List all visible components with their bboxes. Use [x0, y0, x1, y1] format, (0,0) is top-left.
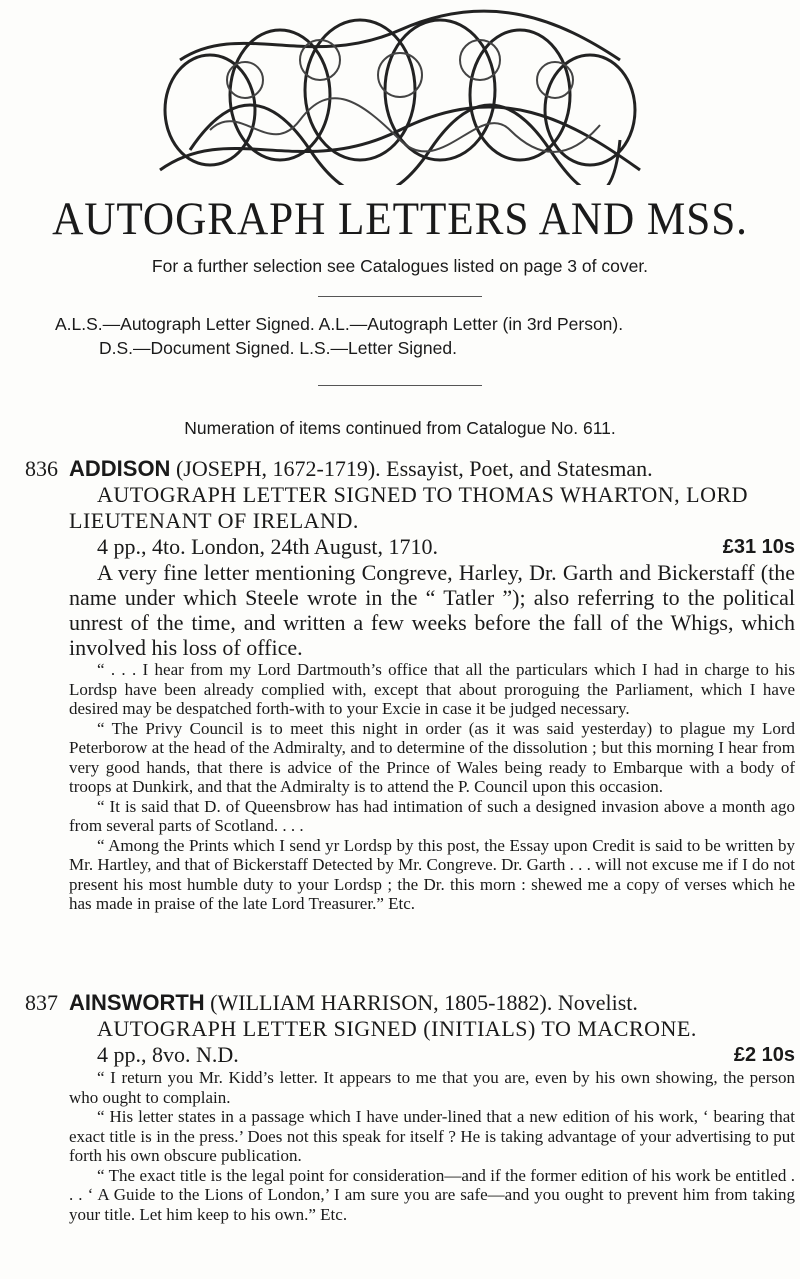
item-price: £31 10s [722, 536, 795, 558]
author-details: (JOSEPH, 1672-1719). Essayist, Poet, and Statesman. [170, 456, 653, 481]
author-details: (WILLIAM HARRISON, 1805-1882). Novelist. [204, 990, 638, 1015]
abbreviations-line-1: A.L.S.—Autograph Letter Signed. A.L.—Autograph Letter (in 3rd Person). [55, 314, 624, 334]
numeration-note: Numeration of items continued from Catalogue No. 611. [184, 418, 616, 438]
item-description: A very fine letter mentioning Congreve, Harley, Dr. Garth and Bickerstaff (the name under which Steele wrote in the “ Tatler ”); also referring to the political unrest of the time, and written a few weeks before the fall of the Whigs, which involved his loss of office. [69, 560, 795, 660]
item-format: 4 pp., 4to. London, 24th August, 1710. [97, 534, 439, 559]
item-quote: “ Among the Prints which I send yr Lordsp by this post, the Essay upon Credit is said to be written by Mr. Hartley, and that of Bickerstaff Detected by Mr. Congreve. Dr. Garth . . . will not excuse me if I do not present his most humble duty to your Lordsp ; the Dr. this morn : shewed me a copy of verses which he has made in praise of the late Lord Treasurer.” Etc. [69, 835, 795, 913]
divider [318, 385, 482, 386]
abbreviations-key [55, 312, 795, 360]
item-format: 4 pp., 8vo. N.D. [97, 1042, 239, 1067]
item-quote: “ The Privy Council is to meet this night in order (as it was said yesterday) to plague my Lord Peterborow at the head of the Admiralty, and to determine of the dissolution ; but this morning I hear from very good hands, that there is advice of the Prince of Wales being ready to Embarque with a body of troops at Dunkirk, and that the Admiralty is to attend the P. Council upon this occasion. [69, 718, 795, 796]
item-heading [69, 456, 795, 534]
ornamental-header-border [150, 0, 650, 185]
divider [318, 296, 482, 297]
catalogue-item [25, 456, 795, 914]
item-quote: “ I return you Mr. Kidd’s letter. It appears to me that you are, even by his own showing, the person who ought to complain. [69, 1068, 795, 1107]
item-number: 837 [25, 990, 58, 1015]
item-title: AUTOGRAPH LETTER SIGNED TO THOMAS WHARTON, LORD LIEUTENANT OF IRELAND. [69, 482, 749, 533]
item-quote: “ It is said that D. of Queensbrow has had intimation of such a designed invasion above a month ago from several parts of Scotland. . . . [69, 796, 795, 835]
author-name: AINSWORTH [69, 990, 205, 1015]
item-price: £2 10s [733, 1044, 795, 1066]
item-quote: “ . . . I hear from my Lord Dartmouth’s office that all the particulars which I had in charge to his Lordsp have been already complied with, except that about proroguing the Parliament, which I have desired may be despatched forth-with to your Excie in case it be judged necessary. [69, 660, 795, 718]
item-title: AUTOGRAPH LETTER SIGNED (INITIALS) TO MACRONE. [97, 1016, 697, 1041]
catalogue-item [25, 990, 795, 1224]
page-title: AUTOGRAPH LETTERS AND MSS. [52, 193, 748, 245]
item-quote: “ The exact title is the legal point for consideration—and if the former edition of his work be entitled . . . ‘ A Guide to the Lions of London,’ I am sure you are safe—and you ought to prevent him from taking your title. Let him keep to his own.” Etc. [69, 1165, 795, 1224]
catalogue-note: For a further selection see Catalogues listed on page 3 of cover. [151, 256, 649, 276]
abbreviations-line-2: D.S.—Document Signed. L.S.—Letter Signed. [99, 338, 457, 358]
author-name: ADDISON [69, 456, 171, 481]
item-number: 836 [25, 456, 58, 481]
item-meta [97, 534, 795, 560]
item-meta [97, 1042, 795, 1068]
item-heading [69, 990, 795, 1042]
item-quote: “ His letter states in a passage which I have under-lined that a new edition of his work, ‘ bearing that exact title is in the press.’ Does not this speak for itself ? He is taking advantage of your advertising to put forth his own obscure publication. [69, 1107, 795, 1165]
